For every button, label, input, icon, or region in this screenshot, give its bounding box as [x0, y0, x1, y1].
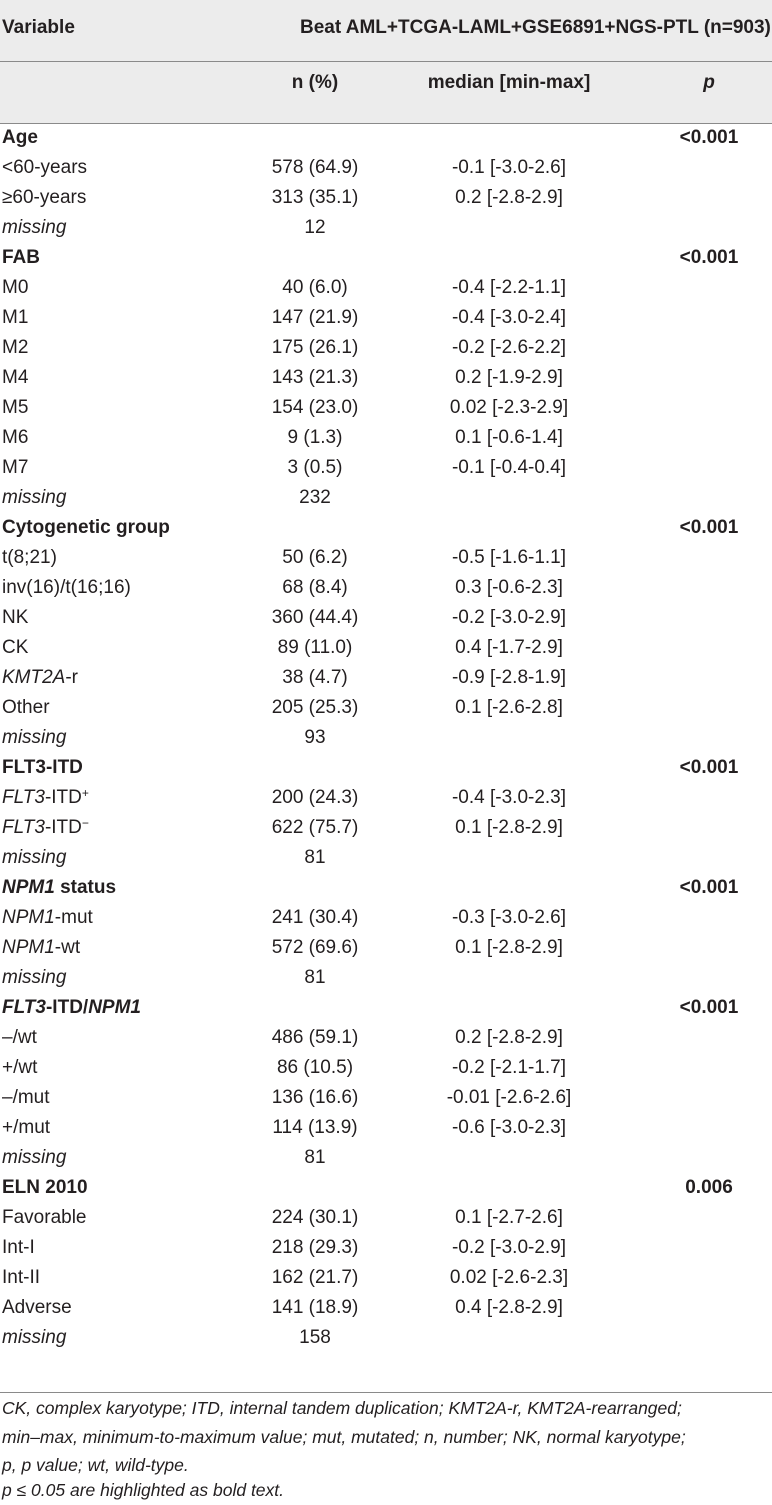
header-bottom-rule [0, 123, 772, 124]
n-pct-header: n (%) [291, 72, 339, 93]
p-value-cyto: <0.001 [679, 517, 739, 538]
row-label: NK [2, 607, 29, 628]
row-label: missing [2, 487, 67, 508]
row-n-pct: 86 (10.5) [276, 1057, 354, 1078]
row-median: -0.1 [-0.4-0.4] [451, 457, 567, 478]
row-n-pct: 12 [304, 217, 326, 238]
row-median: -0.4 [-3.0-2.4] [451, 307, 567, 328]
row-n-pct: 218 (29.3) [271, 1237, 359, 1258]
row-median: -0.01 [-2.6-2.6] [446, 1087, 572, 1108]
row-n-pct: 486 (59.1) [271, 1027, 359, 1048]
p-value-fab: <0.001 [679, 247, 739, 268]
row-median: 0.02 [-2.6-2.3] [449, 1267, 569, 1288]
row-label: +/wt [2, 1057, 38, 1078]
row-label: Int-I [2, 1237, 35, 1258]
row-label-italic: KMT2A [2, 667, 66, 688]
row-label: Adverse [2, 1297, 72, 1318]
row-n-pct: 141 (18.9) [271, 1297, 359, 1318]
row-median: 0.2 [-2.8-2.9] [455, 1027, 563, 1048]
row-label: ≥60-years [2, 187, 87, 208]
section-title-npm1 [2, 877, 116, 899]
row-median: 0.1 [-2.6-2.8] [455, 697, 563, 718]
row-label: M7 [2, 457, 29, 478]
row-label: M6 [2, 427, 29, 448]
row-median: -0.2 [-3.0-2.9] [451, 607, 567, 628]
row-median: 0.1 [-0.6-1.4] [455, 427, 563, 448]
row-label: <60-years [2, 157, 88, 178]
row-n-pct: 147 (21.9) [271, 307, 359, 328]
p-value-eln: 0.006 [685, 1177, 733, 1198]
row-label [2, 907, 93, 929]
row-median: 0.4 [-1.7-2.9] [455, 637, 563, 658]
row-n-pct: 9 (1.3) [287, 427, 343, 448]
row-n-pct: 154 (23.0) [271, 397, 359, 418]
footnote-rule [0, 1392, 772, 1393]
row-n-pct: 50 (6.2) [282, 547, 348, 568]
row-n-pct: 360 (44.4) [271, 607, 359, 628]
row-median: -0.1 [-3.0-2.6] [451, 157, 567, 178]
row-median: -0.2 [-2.6-2.2] [451, 337, 567, 358]
section-title-fab: FAB [2, 247, 40, 268]
row-median: 0.1 [-2.8-2.9] [455, 937, 563, 958]
row-n-pct: 93 [304, 727, 326, 748]
row-label [2, 817, 89, 839]
row-label: M4 [2, 367, 29, 388]
row-label-sup: − [81, 816, 89, 830]
row-label: Int-II [2, 1267, 41, 1288]
row-median: 0.4 [-2.8-2.9] [455, 1297, 563, 1318]
row-n-pct: 572 (69.6) [271, 937, 359, 958]
row-label: missing [2, 1327, 67, 1348]
row-median: 0.2 [-2.8-2.9] [455, 187, 563, 208]
footnote-line-1: CK, complex karyotype; ITD, internal tandem duplication; KMT2A-r, KMT2A-rearranged; [2, 1398, 682, 1418]
row-n-pct: 205 (25.3) [271, 697, 359, 718]
row-n-pct: 578 (64.9) [271, 157, 359, 178]
row-label: missing [2, 847, 67, 868]
footnote-line-2: min–max, minimum-to-maximum value; mut, mutated; n, number; NK, normal karyotype; [2, 1427, 686, 1447]
row-label-italic: NPM1 [2, 937, 55, 958]
row-label: missing [2, 1147, 67, 1168]
row-n-pct: 232 [299, 487, 331, 508]
row-n-pct: 241 (30.4) [271, 907, 359, 928]
row-n-pct: 81 [304, 967, 326, 988]
section-title-eln: ELN 2010 [2, 1177, 88, 1198]
row-n-pct: 162 (21.7) [271, 1267, 359, 1288]
footnote-line-3: p, p value; wt, wild-type. [2, 1455, 189, 1475]
row-n-pct: 136 (16.6) [271, 1087, 359, 1108]
row-label-italic: FLT3 [2, 787, 45, 808]
section-title-flt3: FLT3-ITD [2, 757, 83, 778]
section-title-text: -ITD/ [45, 997, 89, 1018]
row-label-text: -wt [54, 937, 81, 958]
row-label-sup: + [81, 786, 89, 800]
cohort-header: Beat AML+TCGA-LAML+GSE6891+NGS-PTL (n=903) [300, 17, 771, 38]
row-median: -0.5 [-1.6-1.1] [451, 547, 567, 568]
section-title-combo [2, 997, 141, 1019]
row-median: 0.1 [-2.8-2.9] [455, 817, 563, 838]
row-median: 0.3 [-0.6-2.3] [455, 577, 563, 598]
row-label-text: -mut [54, 907, 93, 928]
row-label: –/mut [2, 1087, 50, 1108]
section-title-age: Age [2, 127, 38, 148]
row-median: -0.6 [-3.0-2.3] [451, 1117, 567, 1138]
row-label: CK [2, 637, 29, 658]
row-n-pct: 224 (30.1) [271, 1207, 359, 1228]
row-label: M2 [2, 337, 29, 358]
row-label-italic: NPM1 [2, 907, 55, 928]
row-label-italic: FLT3 [2, 817, 45, 838]
row-median: -0.9 [-2.8-1.9] [451, 667, 567, 688]
row-label [2, 787, 89, 809]
row-label: missing [2, 967, 67, 988]
row-n-pct: 81 [304, 1147, 326, 1168]
p-value-age: <0.001 [679, 127, 739, 148]
row-n-pct: 313 (35.1) [271, 187, 359, 208]
row-median: -0.4 [-3.0-2.3] [451, 787, 567, 808]
row-n-pct: 89 (11.0) [277, 637, 353, 658]
row-n-pct: 622 (75.7) [271, 817, 359, 838]
row-median: 0.2 [-1.9-2.9] [455, 367, 563, 388]
row-label: +/mut [2, 1117, 51, 1138]
row-label-text: -ITD [44, 787, 82, 808]
row-label: –/wt [2, 1027, 37, 1048]
section-title-cyto: Cytogenetic group [2, 517, 170, 538]
row-n-pct: 68 (8.4) [282, 577, 348, 598]
section-title-text: status [54, 877, 117, 898]
row-median: -0.4 [-2.2-1.1] [451, 277, 567, 298]
section-title-italic: NPM1 [88, 997, 141, 1018]
row-n-pct: 114 (13.9) [272, 1117, 358, 1138]
row-n-pct: 158 [299, 1327, 331, 1348]
row-n-pct: 38 (4.7) [282, 667, 348, 688]
p-value-npm1: <0.001 [679, 877, 739, 898]
footnote-line-4: p ≤ 0.05 are highlighted as bold text. [2, 1480, 285, 1500]
row-label: missing [2, 217, 67, 238]
row-label: M0 [2, 277, 29, 298]
p-header: p [703, 72, 715, 93]
header-divider [0, 61, 772, 62]
row-median: -0.3 [-3.0-2.6] [451, 907, 567, 928]
row-label: t(8;21) [2, 547, 57, 568]
section-title-italic: NPM1 [2, 877, 55, 898]
row-median: -0.2 [-3.0-2.9] [451, 1237, 567, 1258]
p-value-flt3: <0.001 [679, 757, 739, 778]
row-median: -0.2 [-2.1-1.7] [451, 1057, 567, 1078]
row-n-pct: 200 (24.3) [271, 787, 359, 808]
row-n-pct: 3 (0.5) [287, 457, 343, 478]
row-median: 0.02 [-2.3-2.9] [449, 397, 569, 418]
row-label: Favorable [2, 1207, 87, 1228]
row-label-text: -ITD [44, 817, 82, 838]
row-label: Other [2, 697, 50, 718]
row-label [2, 667, 78, 689]
row-label [2, 937, 80, 959]
row-n-pct: 40 (6.0) [282, 277, 348, 298]
row-n-pct: 143 (21.3) [271, 367, 359, 388]
row-label: inv(16)/t(16;16) [2, 577, 131, 598]
row-label-text: -r [65, 667, 79, 688]
section-title-italic: FLT3 [2, 997, 46, 1018]
p-value-combo: <0.001 [679, 997, 739, 1018]
row-label: M1 [2, 307, 29, 328]
row-label: missing [2, 727, 67, 748]
row-label: M5 [2, 397, 29, 418]
median-header: median [min-max] [427, 72, 591, 93]
row-n-pct: 175 (26.1) [271, 337, 359, 358]
row-n-pct: 81 [304, 847, 326, 868]
variable-header: Variable [2, 17, 75, 38]
row-median: 0.1 [-2.7-2.6] [455, 1207, 563, 1228]
